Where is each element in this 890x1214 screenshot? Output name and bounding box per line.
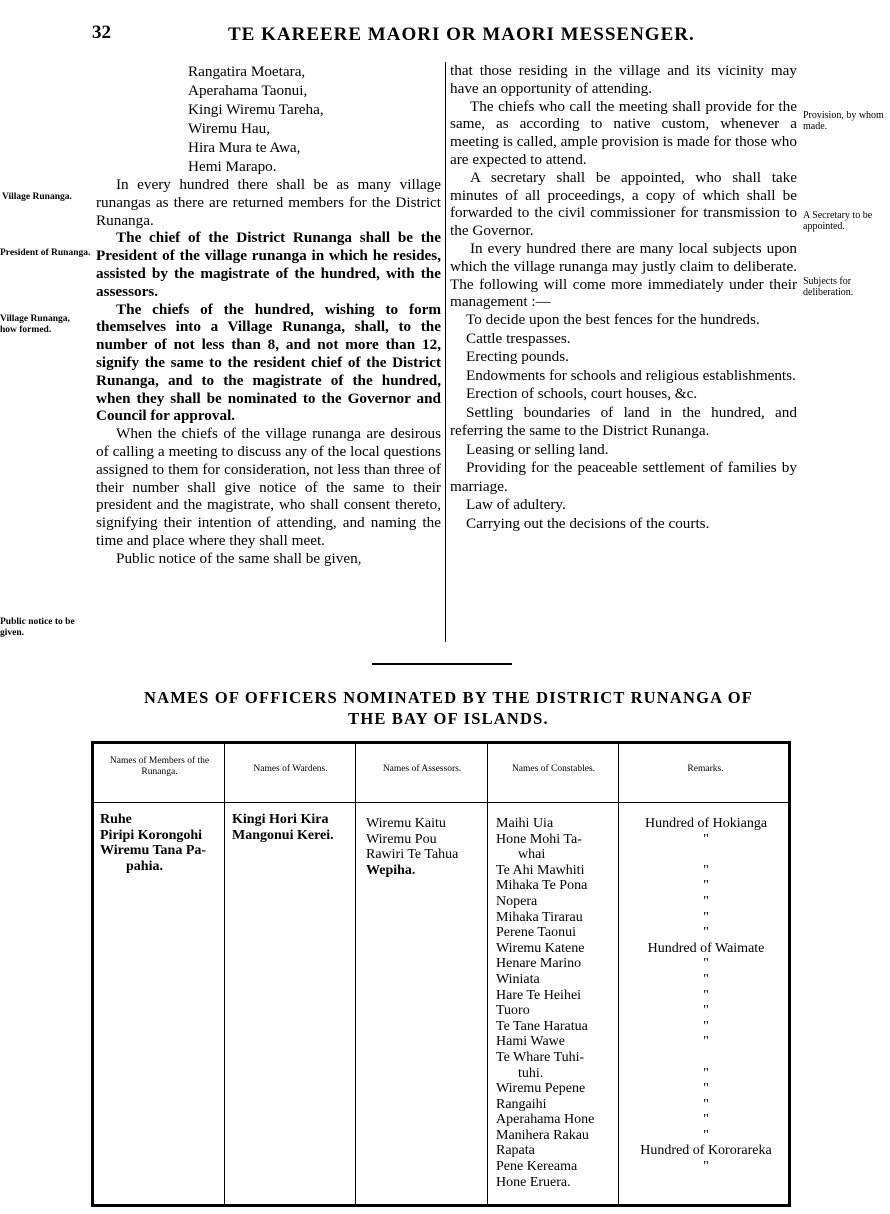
constable-name: Manihera Rakau: [496, 1127, 589, 1143]
remark: Hundred of Waimate: [647, 940, 765, 956]
signatory-name: Hemi Marapo.: [188, 158, 277, 175]
margin-note-secretary: A Secretary to be appointed.: [803, 210, 873, 232]
table-title-line: THE BAY OF ISLANDS.: [348, 709, 549, 728]
constable-name: Tuoro: [496, 1003, 530, 1019]
assessor-name: Rawiri Te Tahua: [366, 847, 459, 863]
constable-name: Hone Eruera.: [496, 1174, 571, 1190]
header-remarks: Remarks.: [687, 764, 724, 774]
warden-name: Kingi Hori Kira: [232, 812, 329, 827]
constable-name: Wiremu Pepene: [496, 1081, 586, 1097]
signatory-name: Kingi Wiremu Tareha,: [188, 101, 324, 118]
warden-name: Mangonui Kerei.: [232, 827, 334, 843]
header-assessors: Names of Assessors.: [382, 764, 462, 774]
remark: ": [703, 1159, 709, 1175]
signatory-name: Wiremu Hau,: [188, 120, 271, 137]
paragraph: A secretary shall be appointed, who shall take minutes of all proceedings, a copy of which shall be forwarded to the civil commissioner for transmission to the Governor.: [450, 168, 797, 240]
constable-name: Rangaihi: [496, 1096, 547, 1112]
constable-name: Hami Wawe: [496, 1034, 565, 1050]
remark: ": [703, 1034, 709, 1050]
list-item: To decide upon the best fences for the hundreds.: [466, 311, 760, 329]
remark: ": [703, 862, 709, 878]
constable-name: Nopera: [496, 893, 538, 909]
remark: ": [703, 1018, 709, 1034]
remark: Hundred of Hokianga: [644, 816, 768, 831]
assessor-name: Wepiha.: [366, 862, 416, 878]
paragraph: In every hundred there shall be as many village runangas as there are returned members for the District Runanga.: [96, 176, 441, 229]
list-item: Carrying out the decisions of the courts.: [466, 514, 710, 532]
margin-note-provision: Provision, by whom made.: [803, 110, 884, 132]
member-name: pahia.: [126, 858, 163, 874]
remark: ": [703, 1127, 709, 1143]
remark: ": [703, 925, 709, 941]
wardens-cell: [232, 812, 334, 843]
paragraph: The chief of the District Runanga shall be the President of the village runanga in which he resides, assisted by the magistrate of the hundred, with the assessors.: [96, 229, 441, 300]
constable-name: Te Tane Haratua: [496, 1018, 588, 1034]
constable-name: Aperahama Hone: [496, 1112, 595, 1128]
left-column: [96, 62, 441, 568]
remark: ": [703, 971, 709, 987]
list-item: Settling boundaries of land in the hundred, and referring the same to the District Runanga.: [450, 403, 797, 440]
constables-cell: [496, 816, 594, 1190]
constable-name: Pene Kereama: [496, 1159, 578, 1175]
paragraph: The chiefs of the hundred, wishing to form themselves into a Village Runanga, shall, to the number of not less than 8, and not more than 12, signify the same to the resident chief of the District Runanga, and to the magistrate of the hundred, when they shall be nominated to the Governor and Council for approval.: [96, 300, 441, 425]
margin-note-president: President of Runanga.: [0, 248, 91, 258]
page-header: [0, 22, 890, 52]
list-item: Leasing or selling land.: [466, 440, 609, 458]
paragraph: Public notice of the same shall be given,: [116, 549, 362, 567]
margin-note-how-formed: Village Runanga, how formed.: [0, 314, 70, 335]
remark: ": [703, 1081, 709, 1097]
list-item: Providing for the peaceable settlement of families by marriage.: [450, 459, 797, 495]
constable-name: Hone Mohi Ta-: [496, 831, 582, 847]
remarks-cell: [621, 816, 791, 1190]
constable-name: Henare Marino: [496, 956, 582, 972]
constable-name: Perene Taonui: [496, 925, 577, 941]
members-cell: [100, 812, 206, 874]
list-item: Erecting pounds.: [466, 348, 569, 366]
constable-name: Te Whare Tuhi-: [496, 1049, 585, 1065]
newspaper-title: TE KAREERE MAORI OR MAORI MESSENGER.: [228, 24, 695, 45]
assessor-name: Wiremu Kaitu: [366, 816, 446, 831]
constable-name: Winiata: [496, 971, 540, 987]
constable-name: tuhi.: [518, 1065, 544, 1081]
table-header-rule: [94, 802, 788, 803]
officers-table: [91, 741, 791, 1207]
member-name: Piripi Korongohi: [100, 827, 203, 843]
signatory-name: Aperahama Taonui,: [188, 82, 308, 99]
signatory-name: Rangatira Moetara,: [188, 63, 306, 80]
remark: ": [703, 831, 709, 847]
right-column: [450, 62, 797, 533]
paragraph: The chiefs who call the meeting shall provide for the same, as according to native custom, whenever a meeting is called, ample provision is made for those who are expected to attend.: [450, 97, 797, 168]
paragraph: that those residing in the village and its vicinity may have an opportunity of attending.: [450, 62, 797, 97]
remark: ": [703, 893, 709, 909]
page-number: 32: [92, 22, 111, 43]
constable-name: Hare Te Heihei: [496, 987, 582, 1003]
remark: ": [703, 909, 709, 925]
remark: ": [703, 1096, 709, 1112]
remark: ": [703, 1065, 709, 1081]
signatory-names: [96, 62, 441, 176]
list-item: Law of adultery.: [466, 496, 566, 514]
column-divider: [445, 62, 446, 642]
member-name: Wiremu Tana Pa-: [100, 843, 207, 859]
remark: ": [703, 878, 709, 894]
paragraph: When the chiefs of the village runanga are desirous of calling a meeting to discuss any of the local questions assigned to them for consideration, not less than three of their number shall give notice of the same to their president and the magistrate, who shall consent thereto, signifying their intention of attending, and naming the time and place where they shall meet.: [96, 425, 441, 549]
constable-name: Maihi Uia: [496, 816, 554, 831]
table-title-line: NAMES OF OFFICERS NOMINATED BY THE DISTRICT RUNANGA OF: [143, 688, 754, 707]
member-name: Ruhe: [100, 812, 132, 827]
constable-name: Mihaka Tirarau: [496, 909, 583, 925]
remark: Hundred of Kororareka: [640, 1143, 772, 1159]
table-column-border: [356, 744, 488, 1204]
signatory-name: Hira Mura te Awa,: [188, 139, 301, 156]
header-wardens: Names of Wardens.: [253, 764, 328, 774]
remark: [621, 1050, 791, 1066]
assessors-cell: [366, 816, 458, 878]
margin-note-subjects: Subjects for deliberation.: [803, 276, 854, 298]
header-constables: Names of Constables.: [511, 764, 596, 774]
constable-name: Te Ahi Mawhiti: [496, 862, 585, 878]
section-divider: [372, 663, 512, 665]
remark: ": [703, 1112, 709, 1128]
list-item: Cattle trespasses.: [466, 329, 571, 347]
remark: [621, 847, 791, 863]
paragraph: In every hundred there are many local subjects upon which the village runanga may justly claim to deliberate. The following will come more immediately under their management :—: [450, 239, 797, 311]
list-item: Endowments for schools and religious establishments.: [466, 366, 796, 384]
remark: ": [703, 987, 709, 1003]
remark: ": [703, 956, 709, 972]
remark: [621, 1175, 791, 1191]
constable-name: Wiremu Katene: [496, 940, 585, 956]
constable-name: whai: [518, 847, 546, 863]
constable-name: Rapata: [496, 1143, 535, 1159]
remark: ": [703, 1003, 709, 1019]
list-item: Erection of schools, court houses, &c.: [466, 385, 698, 403]
margin-note-village-runanga: Village Runanga.: [2, 192, 72, 202]
header-members: Names of Members of the Runanga.: [109, 756, 210, 777]
table-title: [96, 687, 801, 729]
margin-note-public-notice: Public notice to be given.: [0, 617, 75, 638]
assessor-name: Wiremu Pou: [366, 831, 437, 847]
constable-name: Mihaka Te Pona: [496, 878, 588, 894]
